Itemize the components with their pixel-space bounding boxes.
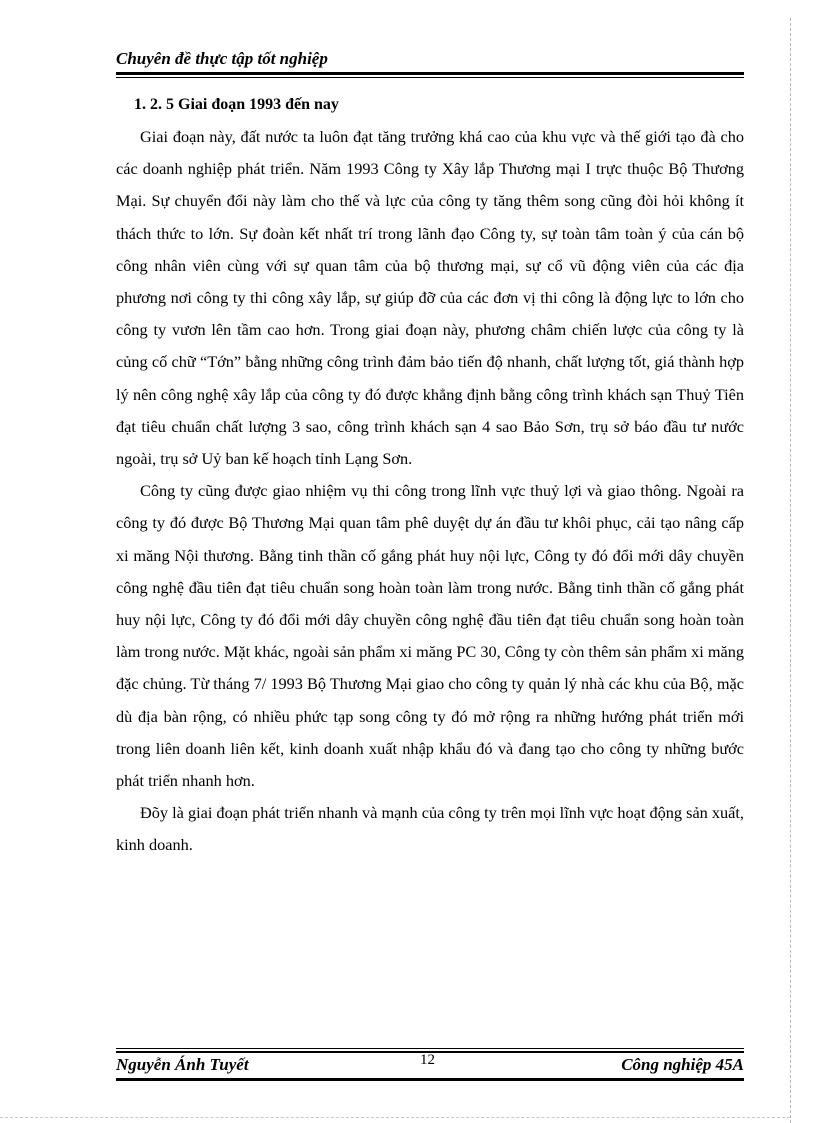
footer-rule-bottom: [116, 1078, 744, 1081]
page-border-right: [790, 18, 791, 1123]
page-number: 12: [420, 1052, 435, 1068]
header-title: Chuyên đề thực tập tốt nghiệp: [116, 49, 328, 68]
paragraph-1: Giai đoạn này, đất nước ta luôn đạt tăng trưởng khá cao của khu vực và thế giới tạo đà cho các doanh nghiệp phát triển. Năm 1993 Công ty Xây lắp Thương mại I trực thuộc Bộ Thương Mại. Sự chuyển đổi này làm cho thế và lực của công ty tăng thêm song cũng đòi hỏi không ít thách thức to lớn. Sự đoàn kết nhất trí trong lãnh đạo Công ty, sự toàn tâm toàn ý của cán bộ công nhân viên cùng với sự quan tâm của bộ thương mại, sự cổ vũ động viên của các địa phương nơi công ty thi công xây lắp, sự giúp đỡ của các đơn vị thi công là động lực to lớn cho công ty vươn lên tầm cao hơn. Trong giai đoạn này, phương châm chiến lược của công ty là củng cố chữ “Tớn” bằng những công trình đảm bảo tiến độ nhanh, chất lượng tốt, giá thành hợp lý nên công nghệ xây lắp của công ty đó được khẳng định bằng công trình khách sạn Thuỷ Tiên đạt tiêu chuẩn chất lượng 3 sao, công trình khách sạn 4 sao Bảo Sơn, trụ sở báo đầu tư nước ngoài, trụ sở Uỷ ban kế hoạch tỉnh Lạng Sơn.: [116, 127, 744, 469]
header-rule-thick: [116, 72, 744, 75]
page-border-bottom: [0, 1117, 790, 1118]
footer-rule-thin: [116, 1048, 744, 1049]
page-header: [116, 48, 744, 70]
page-footer: [116, 1052, 744, 1078]
footer-class: Công nghiệp 45A: [621, 1055, 744, 1074]
paragraph-2: Công ty cũng được giao nhiệm vụ thi công trong lĩnh vực thuỷ lợi và giao thông. Ngoài ra công ty đó được Bộ Thương Mại quan tâm phê duyệt dự án đầu tư khôi phục, cải tạo nâng cấp xi măng Nội thương. Bằng tinh thần cố gắng phát huy nội lực, Công ty đó đổi mới dây chuyền công nghệ đầu tiên đạt tiêu chuẩn song hoàn toàn làm trong nước. Bằng tinh thần cố gắng phát huy nội lực, Công ty đó đổi mới dây chuyền công nghệ đầu tiên đạt tiêu chuẩn song hoàn toàn làm trong nước. Mặt khác, ngoài sản phẩm xi măng PC 30, Công ty còn thêm sản phẩm xi măng đặc chủng. Từ tháng 7/ 1993 Bộ Thương Mại giao cho công ty quản lý nhà các khu của Bộ, mặc dù địa bàn rộng, có nhiều phức tạp song công ty đó mở rộng ra những hướng phát triển mới trong liên doanh liên kết, kinh doanh xuất nhập khẩu đó và đang tạo cho công ty những bước phát triển nhanh hơn.: [116, 481, 744, 791]
header-rule-thin: [116, 77, 744, 78]
section-heading: 1. 2. 5 Giai đoạn 1993 đến nay: [134, 96, 339, 113]
footer-author: Nguyễn Ánh Tuyết: [116, 1055, 249, 1074]
paragraph-3: Đõy là giai đoạn phát triển nhanh và mạnh của công ty trên mọi lĩnh vực hoạt động sản xuất, kinh doanh.: [116, 803, 744, 855]
main-content: [116, 93, 744, 862]
